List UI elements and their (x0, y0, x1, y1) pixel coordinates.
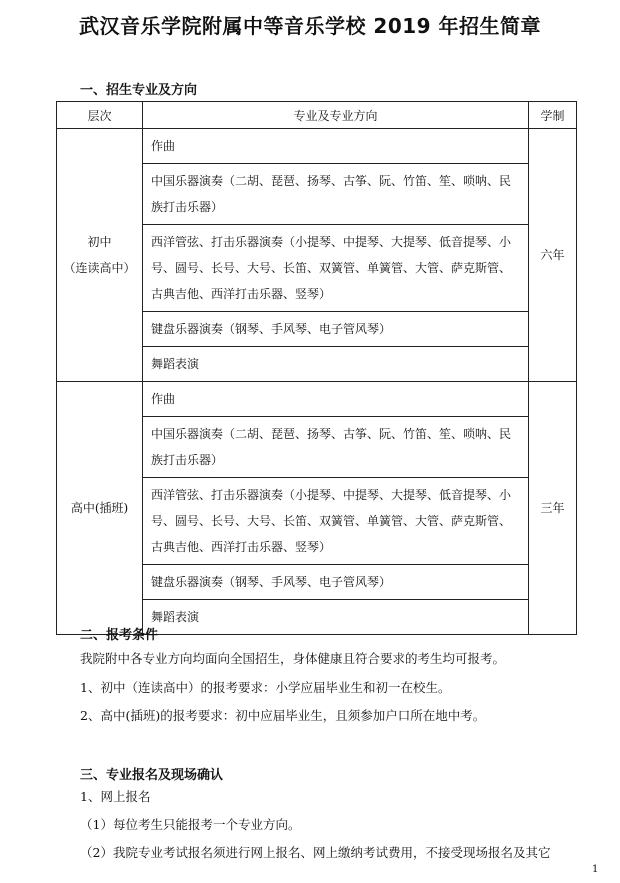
major-cell: 舞蹈表演 (143, 347, 529, 382)
section-heading-conditions: 二、报考条件 (80, 628, 159, 643)
registration-rule-2: （2）我院专业考试报名须进行网上报名、网上缴纳考试费用，不接受现场报名及其它 (80, 845, 551, 860)
section-heading-majors: 一、招生专业及方向 (80, 83, 198, 98)
major-cell: 中国乐器演奏（二胡、琵琶、扬琴、古筝、阮、竹笛、笙、唢呐、民族打击乐器） (143, 164, 529, 225)
conditions-paragraph: 我院附中各专业方向均面向全国招生，身体健康且符合要求的考生均可报考。 (80, 651, 506, 666)
level-cell-senior (57, 382, 143, 635)
senior-requirement: 2、高中(插班)的报考要求：初中应届毕业生，且须参加户口所在地中考。 (80, 708, 486, 723)
major-cell: 作曲 (143, 129, 529, 164)
major-cell: 西洋管弦、打击乐器演奏（小提琴、中提琴、大提琴、低音提琴、小号、圆号、长号、大号、长笛、双簧管、单簧管、大管、萨克斯管、古典吉他、西洋打击乐器、竖琴） (143, 478, 529, 565)
junior-requirement: 1、初中（连读高中）的报考要求：小学应届毕业生和初一在校生。 (80, 680, 451, 695)
online-registration-heading: 1、网上报名 (80, 789, 151, 804)
registration-rule-1: （1）每位考生只能报考一个专业方向。 (80, 817, 301, 832)
duration-cell-junior: 六年 (529, 129, 577, 382)
level-label: 初中 (87, 235, 112, 249)
table-row (57, 382, 577, 417)
header-level: 层次 (57, 102, 143, 129)
level-sublabel: （连读高中） (63, 261, 136, 275)
section-heading-registration: 三、专业报名及现场确认 (80, 768, 224, 783)
major-cell: 中国乐器演奏（二胡、琵琶、扬琴、古筝、阮、竹笛、笙、唢呐、民族打击乐器） (143, 417, 529, 478)
major-cell: 键盘乐器演奏（钢琴、手风琴、电子管风琴） (143, 565, 529, 600)
major-cell: 西洋管弦、打击乐器演奏（小提琴、中提琴、大提琴、低音提琴、小号、圆号、长号、大号、长笛、双簧管、单簧管、大管、萨克斯管、古典吉他、西洋打击乐器、竖琴） (143, 225, 529, 312)
level-cell-junior (57, 129, 143, 382)
level-label: 高中(插班) (70, 501, 129, 515)
table-row (57, 129, 577, 164)
header-duration: 学制 (529, 102, 577, 129)
table-header-row (57, 102, 577, 129)
major-cell: 作曲 (143, 382, 529, 417)
duration-cell-senior: 三年 (529, 382, 577, 635)
document-title: 武汉音乐学院附属中等音乐学校 2019 年招生简章 (78, 14, 542, 38)
page-number: 1 (592, 864, 599, 875)
majors-table (56, 101, 577, 635)
header-major: 专业及专业方向 (143, 102, 529, 129)
major-cell: 键盘乐器演奏（钢琴、手风琴、电子管风琴） (143, 312, 529, 347)
major-cell: 舞蹈表演 (143, 600, 529, 635)
